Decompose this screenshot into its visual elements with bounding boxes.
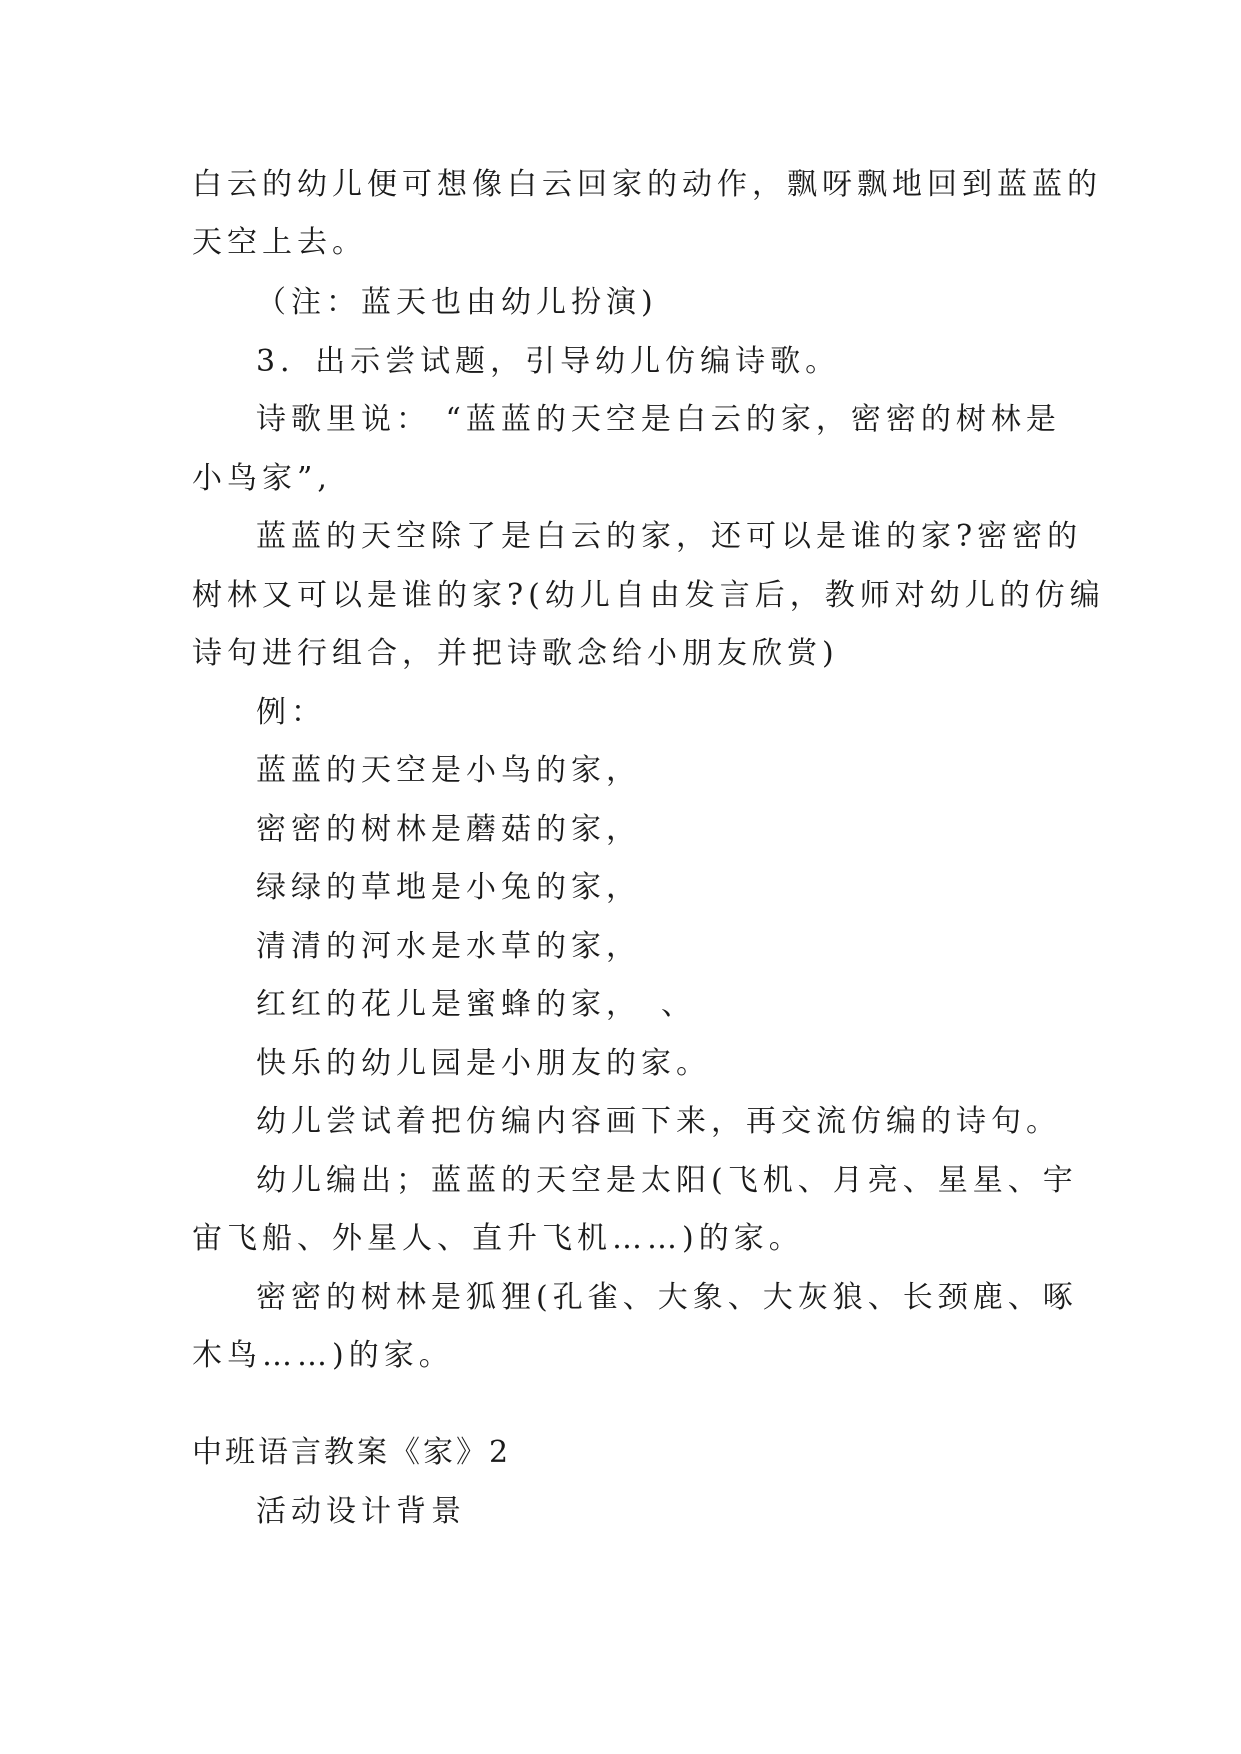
poem-line: 快乐的幼儿园是小朋友的家。 — [256, 1046, 711, 1081]
paragraph-line: 木鸟……)的家。 — [192, 1338, 454, 1373]
poem-line: 红红的花儿是蜜蜂的家， 、 — [256, 987, 696, 1022]
poem-line: 密密的树林是蘑菇的家， — [256, 812, 641, 847]
poem-line: 绿绿的草地是小兔的家， — [256, 870, 641, 905]
section-title: 中班语言教案《家》2 — [192, 1435, 512, 1470]
paragraph-line: 诗句进行组合，并把诗歌念给小朋友欣赏) — [192, 636, 839, 671]
poem-line: 蓝蓝的天空是小鸟的家， — [256, 753, 641, 788]
paragraph-line: 小鸟家”, — [192, 461, 332, 496]
step-heading: 3．出示尝试题，引导幼儿仿编诗歌。 — [256, 344, 841, 379]
paragraph-line: 诗歌里说： “蓝蓝的天空是白云的家，密密的树林是 — [256, 402, 1061, 437]
paragraph-line: 白云的幼儿便可想像白云回家的动作，飘呀飘地回到蓝蓝的 — [192, 167, 1102, 202]
subheading: 活动设计背景 — [256, 1494, 466, 1529]
poem-line: 清清的河水是水草的家， — [256, 929, 641, 964]
paragraph-line: 宙飞船、外星人、直升飞机……)的家。 — [192, 1221, 804, 1256]
paragraph-line: 密密的树林是狐狸(孔雀、大象、大灰狼、长颈鹿、啄 — [256, 1280, 1078, 1315]
paragraph-line: 树林又可以是谁的家?(幼儿自由发言后，教师对幼儿的仿编 — [192, 578, 1105, 613]
paragraph-line: 幼儿尝试着把仿编内容画下来，再交流仿编的诗句。 — [256, 1104, 1061, 1139]
paragraph-line: 蓝蓝的天空除了是白云的家，还可以是谁的家?密密的 — [256, 519, 1083, 554]
paragraph-line: 幼儿编出；蓝蓝的天空是太阳(飞机、月亮、星星、宇 — [256, 1163, 1078, 1198]
paragraph-line: 天空上去。 — [192, 225, 367, 260]
example-label: 例： — [256, 695, 326, 730]
note-line: （注：蓝天也由幼儿扮演) — [256, 285, 658, 320]
